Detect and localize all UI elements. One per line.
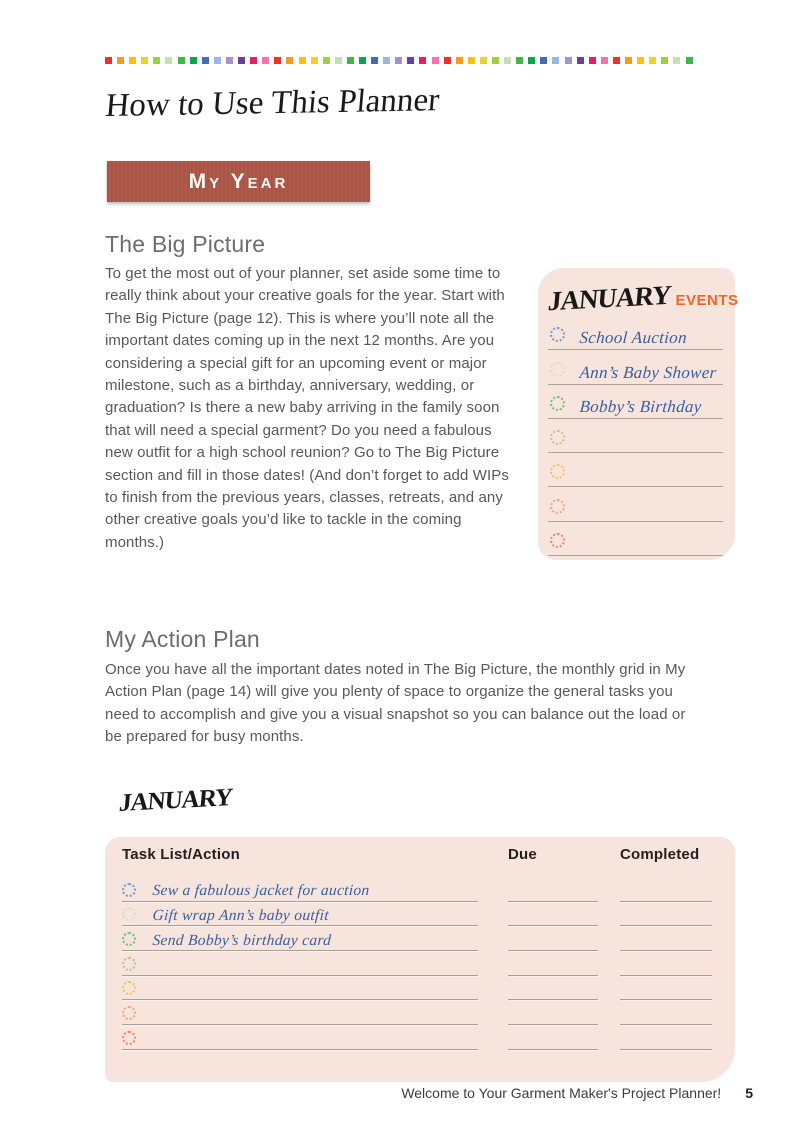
rainbow-dot — [274, 57, 281, 64]
dotted-circle-bullet-icon — [550, 464, 565, 479]
rainbow-dot — [153, 57, 160, 64]
rainbow-dot — [202, 57, 209, 64]
footer-text: Welcome to Your Garment Maker's Project Planner! — [401, 1085, 722, 1101]
rainbow-dot — [311, 57, 318, 64]
dotted-circle-bullet-icon — [122, 1031, 136, 1045]
task-table-month-label: JANUARY — [117, 783, 234, 818]
rainbow-dot — [552, 57, 559, 64]
rainbow-dot — [383, 57, 390, 64]
event-row — [548, 350, 723, 384]
event-row — [548, 453, 723, 487]
rainbow-dot — [589, 57, 596, 64]
rainbow-dot — [419, 57, 426, 64]
rainbow-dot — [347, 57, 354, 64]
dotted-circle-bullet-icon — [550, 430, 565, 445]
rainbow-dot — [492, 57, 499, 64]
rainbow-dot — [649, 57, 656, 64]
dotted-circle-bullet-icon — [122, 883, 136, 897]
rainbow-dot — [226, 57, 233, 64]
rainbow-dot — [673, 57, 680, 64]
rainbow-dot — [577, 57, 584, 64]
january-task-table-card — [105, 837, 735, 1082]
rainbow-dot — [299, 57, 306, 64]
rainbow-dot — [407, 57, 414, 64]
event-entry-text: Bobby’s Birthday — [578, 396, 703, 416]
event-entry-text: Ann’s Baby Shower — [578, 362, 718, 382]
task-entry-text: Sew a fabulous jacket for auction — [151, 882, 371, 900]
rainbow-dot — [468, 57, 475, 64]
rainbow-dot — [528, 57, 535, 64]
task-row — [105, 902, 735, 927]
rainbow-dot — [117, 57, 124, 64]
dotted-circle-bullet-icon — [550, 396, 565, 411]
rainbow-dot — [286, 57, 293, 64]
dotted-circle-bullet-icon — [122, 981, 136, 995]
rainbow-dot — [323, 57, 330, 64]
rainbow-dot — [480, 57, 487, 64]
rainbow-dot — [686, 57, 693, 64]
rainbow-dot — [395, 57, 402, 64]
rainbow-dot — [371, 57, 378, 64]
event-entry-text: School Auction — [578, 328, 688, 348]
task-row — [105, 1000, 735, 1025]
page-footer — [0, 1085, 753, 1101]
rainbow-dot — [359, 57, 366, 64]
rainbow-dot — [625, 57, 632, 64]
column-header-task-list: Task List/Action — [122, 846, 240, 863]
rainbow-dot — [214, 57, 221, 64]
rainbow-dot — [637, 57, 644, 64]
completed-write-in-line — [620, 1049, 712, 1050]
rainbow-dot — [262, 57, 269, 64]
rainbow-dot — [601, 57, 608, 64]
event-row — [548, 316, 723, 350]
big-picture-paragraph: To get the most out of your planner, set aside some time to really think about your creative goals for the year. Start with The Big Picture (page 12). This is where you’ll note all the important dates coming up in the next 12 months. Are you considering a special gift for an upcoming event or major milestone, such as a birthday, anniversary, wedding, or graduation? Is there a new baby arriving in the family soon that will need a special garment? Do you need a fabulous new outfit for a high school reunion? Go to The Big Picture section and fill in those dates! (And don’t forget to add WIPs to finish from the previous years, classes, retreats, and any other creative goals you’d like to tackle in the coming months.) — [105, 265, 509, 551]
events-label: EVENTS — [675, 291, 739, 309]
dotted-circle-bullet-icon — [550, 362, 565, 377]
task-list — [105, 877, 735, 1050]
task-row — [105, 926, 735, 951]
due-write-in-line — [508, 1049, 598, 1050]
events-month-label: JANUARY — [546, 279, 672, 316]
january-events-header — [538, 279, 739, 316]
dotted-circle-bullet-icon — [550, 499, 565, 514]
page-number: 5 — [745, 1085, 753, 1101]
rainbow-dot — [516, 57, 523, 64]
task-entry-text: Send Bobby’s birthday card — [151, 931, 332, 949]
task-row — [105, 951, 735, 976]
dotted-circle-bullet-icon — [122, 957, 136, 971]
event-row — [548, 522, 723, 556]
event-row — [548, 419, 723, 453]
task-row — [105, 1025, 735, 1050]
rainbow-dot — [178, 57, 185, 64]
dotted-circle-bullet-icon — [122, 907, 136, 921]
task-write-in-line — [122, 1049, 478, 1050]
rainbow-dot — [504, 57, 511, 64]
rainbow-dot — [540, 57, 547, 64]
rainbow-dot — [432, 57, 439, 64]
my-year-banner-label: My Year — [188, 169, 289, 193]
rainbow-dotted-border — [105, 57, 693, 64]
rainbow-dot — [190, 57, 197, 64]
action-plan-heading: My Action Plan — [105, 626, 260, 652]
rainbow-dot — [105, 57, 112, 64]
task-row — [105, 877, 735, 902]
rainbow-dot — [238, 57, 245, 64]
rainbow-dot — [661, 57, 668, 64]
rainbow-dot — [141, 57, 148, 64]
action-plan-paragraph: Once you have all the important dates noted in The Big Picture, the monthly grid in My Action Plan (page 14) will give you plenty of space to organize the general tasks you need to accomplish and give you a visual snapshot so you can balance out the load or be prepared for busy months. — [105, 661, 686, 746]
column-header-completed: Completed — [620, 846, 700, 863]
rainbow-dot — [250, 57, 257, 64]
task-row — [105, 976, 735, 1001]
event-row — [548, 487, 723, 521]
page-title: How to Use This Planner — [104, 82, 441, 125]
my-year-banner — [107, 161, 370, 202]
events-list — [538, 316, 735, 556]
rainbow-dot — [129, 57, 136, 64]
rainbow-dot — [613, 57, 620, 64]
dotted-circle-bullet-icon — [550, 327, 565, 342]
dotted-circle-bullet-icon — [550, 533, 565, 548]
column-header-due: Due — [508, 846, 537, 863]
task-entry-text: Gift wrap Ann’s baby outfit — [151, 906, 330, 924]
rainbow-dot — [444, 57, 451, 64]
rainbow-dot — [165, 57, 172, 64]
rainbow-dot — [565, 57, 572, 64]
rainbow-dot — [335, 57, 342, 64]
rainbow-dot — [456, 57, 463, 64]
big-picture-heading: The Big Picture — [105, 231, 266, 257]
event-row — [548, 385, 723, 419]
dotted-circle-bullet-icon — [122, 1006, 136, 1020]
january-events-card — [538, 268, 739, 560]
dotted-circle-bullet-icon — [122, 932, 136, 946]
